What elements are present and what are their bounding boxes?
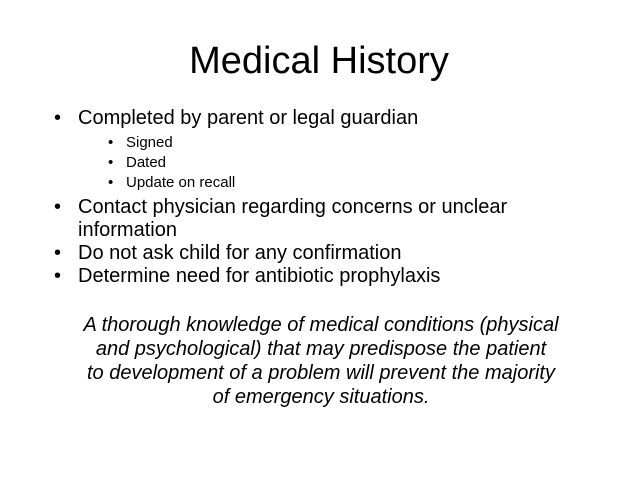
sub-bullet-text: Dated (126, 154, 167, 171)
sub-bullet-item (78, 153, 610, 173)
bullet-marker: • (54, 242, 62, 264)
quote-line: and psychological) that may predispose the patient (95, 338, 547, 360)
bullet-marker: • (54, 265, 62, 287)
bullet-item (50, 242, 610, 265)
sub-bullet-marker: • (108, 134, 114, 151)
bullet-marker: • (54, 196, 62, 218)
quote-line: of emergency situations. (212, 386, 430, 408)
bullet-text: Completed by parent or legal guardian (78, 107, 419, 129)
bullet-marker: • (54, 107, 62, 129)
quote-line: A thorough knowledge of medical conditions (physical (83, 314, 559, 336)
bullet-text: Contact physician regarding concerns or unclear information (78, 196, 508, 241)
sub-bullet-list (78, 133, 610, 193)
slide-title: Medical History (189, 40, 449, 82)
sub-bullet-text: Update on recall (126, 174, 236, 191)
sub-bullet-item (78, 133, 610, 153)
sub-bullet-item (78, 173, 610, 193)
sub-bullet-marker: • (108, 154, 114, 171)
sub-bullet-text: Signed (126, 134, 173, 151)
sub-bullet-marker: • (108, 174, 114, 191)
bullet-text: Determine need for antibiotic prophylaxis (78, 265, 441, 287)
summary-quote (56, 313, 586, 409)
bullet-item (50, 265, 610, 288)
bullet-item (50, 107, 610, 193)
bullet-item (50, 196, 610, 242)
bullet-text: Do not ask child for any confirmation (78, 242, 402, 264)
quote-line: to development of a problem will prevent the majority (86, 362, 555, 384)
bullet-list (50, 107, 610, 288)
